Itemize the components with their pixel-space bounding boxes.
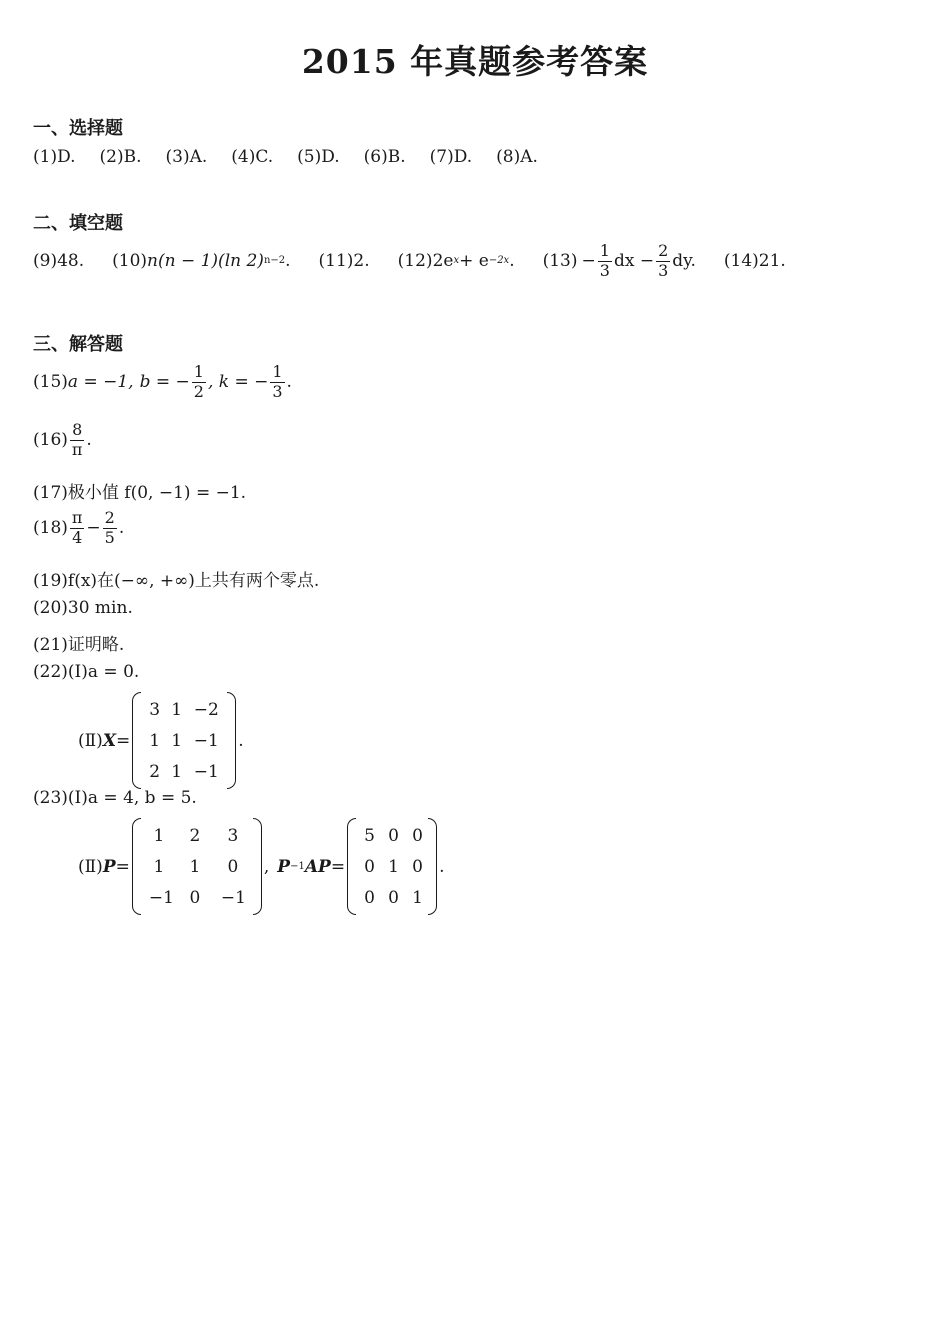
- solve-answer-20: (20)30 min.: [33, 598, 133, 618]
- fill-answers: [33, 243, 786, 280]
- choice-answer: (1)D.: [33, 147, 76, 167]
- matrix-cell: −1: [193, 730, 219, 751]
- choice-answer: (7)D.: [429, 147, 473, 167]
- solve-answer-21: (21)证明略.: [33, 635, 125, 655]
- fill-answer-11: (11)2.: [318, 251, 370, 272]
- section-heading-solve: 三、解答题: [33, 334, 123, 355]
- fill-answer-10: (10) n(n − 1)(ln 2) n−2 .: [112, 251, 291, 272]
- solve-answer-23-part1: (23)(Ⅰ)a = 4, b = 5.: [33, 788, 197, 808]
- matrix-cell: 1: [412, 887, 423, 908]
- fill-answer-13: (13) − $\frac{1}{3}$ dx − $\frac{2}{3}$ dy.: [542, 241, 696, 280]
- solve-answer-22-part2: (Ⅱ) X = 3 1 −2 1 1 −1 2 1 −1 .: [78, 692, 244, 789]
- matrix-grid: [141, 692, 227, 789]
- matrix-cell: 3: [149, 699, 161, 720]
- fill-answer-14: (14)21.: [723, 251, 786, 272]
- matrix-cell: −1: [220, 887, 246, 908]
- matrix-cell: 0: [388, 825, 399, 846]
- solve-answer-16: (16) $\frac{8}{\pi}$ .: [33, 420, 92, 459]
- matrix-cell: −1: [193, 761, 219, 782]
- solve-answer-19: (19)f(x)在(−∞, +∞)上共有两个零点.: [33, 571, 320, 591]
- matrix-diagonal: [347, 818, 437, 915]
- section-heading-choice: 一、选择题: [33, 118, 123, 139]
- fraction: $\frac{2}{5}$: [104, 508, 115, 547]
- matrix-cell: 0: [189, 887, 201, 908]
- fill-answer-12: (12) 2e x + e −2x .: [397, 251, 515, 272]
- matrix-cell: 0: [364, 856, 375, 877]
- matrix-cell: 1: [171, 730, 183, 751]
- fraction: $\frac{8}{\pi}$: [71, 420, 83, 459]
- matrix-cell: 1: [153, 856, 165, 877]
- fraction: $\frac{2}{3}$: [658, 241, 669, 280]
- matrix-cell: 2: [149, 761, 161, 782]
- matrix-cell: 3: [227, 825, 239, 846]
- solve-answer-23-part2: (Ⅱ) P = 1 2 3 1 1 0 −1 0 −1 , P −1 AP = 5 0 0 0 1 0 0 0 1 .: [78, 818, 444, 915]
- fraction: $\frac{1}{3}$: [272, 362, 283, 401]
- matrix-grid: [356, 818, 428, 915]
- choice-answer: (4)C.: [231, 147, 274, 167]
- matrix-cell: 2: [189, 825, 201, 846]
- choice-answer: (2)B.: [99, 147, 142, 167]
- matrix-x: [132, 692, 236, 789]
- matrix-cell: 0: [227, 856, 239, 877]
- matrix-cell: 1: [149, 730, 161, 751]
- choice-answer: (6)B.: [363, 147, 406, 167]
- solve-answer-15: (15) a = −1, b = − $\frac{1}{2}$ , k = − $\frac{1}{3}$ .: [33, 362, 292, 401]
- matrix-p: [132, 818, 262, 915]
- solve-answer-18: (18) $\frac{\pi}{4}$ − $\frac{2}{5}$ .: [33, 508, 125, 547]
- matrix-grid: [141, 818, 253, 915]
- solve-answer-22-part1: (22)(Ⅰ)a = 0.: [33, 662, 140, 682]
- choice-answer: (5)D.: [297, 147, 340, 167]
- page-title: 2015 年真题参考答案: [301, 42, 649, 81]
- matrix-cell: 0: [412, 825, 423, 846]
- fill-answer-9: (9)48.: [33, 251, 85, 272]
- matrix-cell: 1: [171, 699, 183, 720]
- choice-answer: (8)A.: [496, 147, 538, 167]
- matrix-cell: −2: [193, 699, 219, 720]
- matrix-cell: −1: [148, 887, 174, 908]
- matrix-cell: 1: [388, 856, 399, 877]
- choice-answer: (3)A.: [165, 147, 208, 167]
- fraction: $\frac{1}{3}$: [599, 241, 610, 280]
- matrix-cell: 1: [189, 856, 201, 877]
- solve-answer-17: (17)极小值 f(0, −1) = −1.: [33, 483, 247, 503]
- fraction: $\frac{1}{2}$: [193, 362, 204, 401]
- matrix-cell: 0: [412, 856, 423, 877]
- matrix-cell: 0: [388, 887, 399, 908]
- choice-answers: [33, 147, 538, 167]
- matrix-cell: 1: [153, 825, 165, 846]
- matrix-cell: 1: [171, 761, 183, 782]
- section-heading-fill: 二、填空题: [33, 213, 123, 234]
- fraction: $\frac{\pi}{4}$: [71, 508, 83, 547]
- matrix-cell: 0: [364, 887, 375, 908]
- matrix-cell: 5: [364, 825, 375, 846]
